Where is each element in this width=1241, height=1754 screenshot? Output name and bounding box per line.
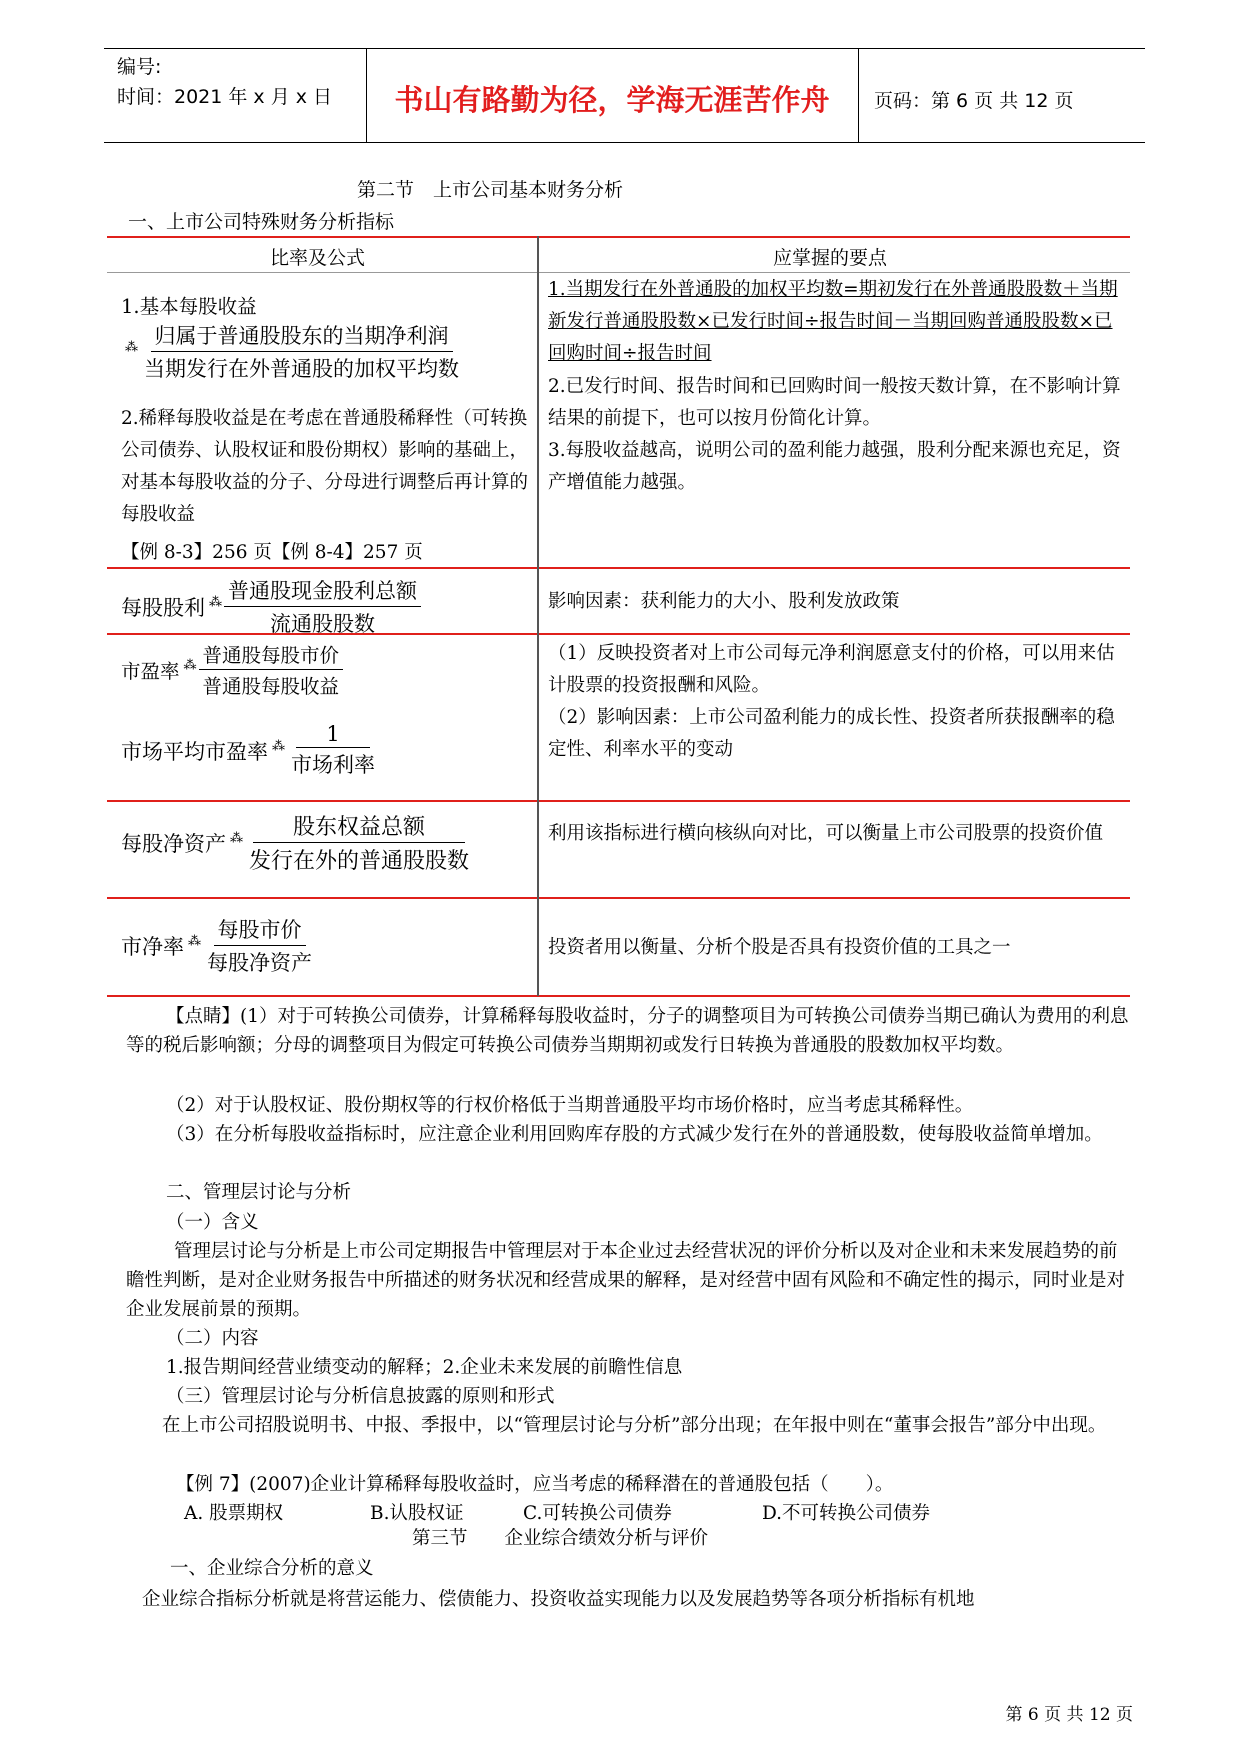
approx-symbol: ⁂ xyxy=(209,595,220,610)
heading-content: （二）内容 xyxy=(166,1328,259,1349)
example-reference: 【例 8-3】256 页【例 8-4】257 页 xyxy=(121,542,423,563)
section3-title: 第三节 企业综合绩效分析与评价 xyxy=(412,1528,709,1549)
formula-numerator: 归属于普通股股东的当期净利润 xyxy=(151,320,453,352)
option-a: A. 股票期权 xyxy=(184,1503,284,1524)
table-rule xyxy=(107,567,1130,569)
heading-meaning: （一）含义 xyxy=(166,1212,259,1233)
header-bottom-rule xyxy=(104,142,1145,143)
market-pe-formula xyxy=(121,722,379,779)
subsection-title: 一、上市公司特殊财务分析指标 xyxy=(128,211,395,233)
header-top-rule xyxy=(104,48,1145,49)
pe-point-1: （1）反映投资者对上市公司每元净利润愿意支付的价格，可以用来估计股票的投资报酬和风险。 xyxy=(548,643,1115,696)
formula-denominator: 当期发行在外普通股的加权平均数 xyxy=(144,357,459,381)
pe-formula xyxy=(121,640,343,699)
bvps-label: 每股净资产 xyxy=(121,831,226,856)
dps-formula xyxy=(121,575,421,638)
eps-point-3: 3.每股收益越高，说明公司的盈利能力越强，股利分配来源也充足，资产增值能力越强。 xyxy=(548,440,1121,493)
bvps-formula xyxy=(121,810,473,875)
footer-page-number: 第 6 页 共 12 页 xyxy=(1005,1705,1133,1725)
basic-eps-formula xyxy=(121,320,463,383)
pb-formula xyxy=(121,914,316,977)
approx-symbol: ⁂ xyxy=(188,934,199,949)
option-d: D.不可转换公司债券 xyxy=(762,1503,931,1524)
formula-numerator: 股东权益总额 xyxy=(253,810,465,843)
formula-numerator: 每股市价 xyxy=(214,914,306,946)
table-rule xyxy=(107,272,1130,273)
table-rule xyxy=(107,236,1130,238)
diluted-eps-text: 2.稀释每股收益是在考虑在普通股稀释性（可转换公司债券、认股权证和股份期权）影响的基础上，对基本每股收益的分子、分母进行调整后再计算的每股收益 xyxy=(121,408,529,525)
note-paragraph: （3）在分析每股收益指标时，应注意企业利用回购库存股的方式减少发行在外的普通股数，使每股收益简单增加。 xyxy=(166,1124,1103,1145)
table-rule xyxy=(107,995,1130,997)
pe-point-2: （2）影响因素：上市公司盈利能力的成长性、投资者所获报酬率的稳定性、利率水平的变动 xyxy=(548,707,1115,760)
approx-symbol: ⁂ xyxy=(183,658,195,673)
table-column-divider xyxy=(537,236,539,996)
formula-denominator: 市场利率 xyxy=(291,753,375,777)
dps-point: 影响因素：获利能力的大小、股利发放政策 xyxy=(548,591,900,612)
approx-symbol: ⁂ xyxy=(272,739,283,754)
serial-label: 编号: xyxy=(117,56,162,78)
eps-point-2: 2.已发行时间、报告时间和已回购时间一般按天数计算，在不影响计算结果的前提下，也可以按月份简化计算。 xyxy=(548,376,1121,429)
formula-denominator: 流通股股数 xyxy=(270,612,375,636)
dps-label: 每股股利 xyxy=(121,595,205,620)
note-paragraph: （2）对于认股权证、股份期权等的行权价格低于当期普通股平均市场价格时，应当考虑其稀释性。 xyxy=(166,1095,974,1116)
last-paragraph: 企业综合指标分析就是将营运能力、偿债能力、投资收益实现能力以及发展趋势等各项分析指标有机地 xyxy=(142,1589,975,1610)
meaning-paragraph: 管理层讨论与分析是上市公司定期报告中管理层对于本企业过去经营状况的评价分析以及对企业和未来发展趋势的前瞻性判断，是对企业财务报告中所描述的财务状况和经营成果的解释，是对经营中固有风险和不确定性的揭示，同时业是对企业发展前景的预期。 xyxy=(126,1241,1126,1320)
table-rule xyxy=(107,800,1130,802)
eps-point-1: 1.当期发行在外普通股的加权平均数=期初发行在外普通股股数＋当期新发行普通股股数×已发行时间÷报告时间－当期回购普通股股数×已回购时间÷报告时间 xyxy=(548,279,1118,364)
heading-principles: （三）管理层讨论与分析信息披露的原则和形式 xyxy=(166,1386,555,1407)
page-label: 页码：第 6 页 共 12 页 xyxy=(874,90,1074,112)
approx-symbol: ⁂ xyxy=(125,340,136,355)
note-paragraph: 【点睛】(1）对于可转换公司债券，计算稀释每股收益时，分子的调整项目为可转换公司债券当期已确认为费用的利息等的税后影响额；分母的调整项目为假定可转换公司债券当期期初或发行日转换为普通股的股数加权平均数。 xyxy=(126,1006,1129,1056)
header-divider xyxy=(858,48,859,142)
section-title: 第二节 上市公司基本财务分析 xyxy=(357,179,624,201)
formula-denominator: 普通股每股收益 xyxy=(202,675,340,698)
formula-numerator: 普通股每股市价 xyxy=(199,640,344,670)
pb-point: 投资者用以衡量、分析个股是否具有投资价值的工具之一 xyxy=(548,937,1011,958)
heading-comprehensive: 一、企业综合分析的意义 xyxy=(170,1558,374,1579)
pb-label: 市净率 xyxy=(121,934,184,959)
formula-denominator: 发行在外的普通股股数 xyxy=(249,849,470,874)
approx-symbol: ⁂ xyxy=(230,831,241,846)
formula-numerator: 普通股现金股利总额 xyxy=(224,575,421,607)
bvps-point: 利用该指标进行横向核纵向对比，可以衡量上市公司股票的投资价值 xyxy=(548,823,1104,844)
formula-denominator: 每股净资产 xyxy=(207,951,312,975)
column-header: 应掌握的要点 xyxy=(773,247,888,269)
heading-mda: 二、管理层讨论与分析 xyxy=(166,1182,352,1203)
example-question: 【例 7】(2007)企业计算稀释每股收益时，应当考虑的稀释潜在的普通股包括（ ）。 xyxy=(176,1474,894,1495)
formula-numerator: 1 xyxy=(296,722,369,748)
table-rule xyxy=(107,897,1130,899)
pe-label: 市盈率 xyxy=(121,659,180,683)
option-b: B.认股权证 xyxy=(370,1503,464,1524)
column-header: 比率及公式 xyxy=(270,247,366,269)
basic-eps-label: 1.基本每股收益 xyxy=(121,295,257,318)
content-paragraph: 1.报告期间经营业绩变动的解释；2.企业未来发展的前瞻性信息 xyxy=(166,1357,683,1378)
form-paragraph: 在上市公司招股说明书、中报、季报中，以“管理层讨论与分析”部分出现；在年报中则在“董事会报告”部分中出现。 xyxy=(162,1415,1107,1436)
market-pe-label: 市场平均市盈率 xyxy=(121,739,268,764)
option-c: C.可转换公司债券 xyxy=(523,1503,672,1524)
header-motto: 书山有路勤为径，学海无涯苦作舟 xyxy=(394,83,830,117)
time-label: 时间：2021 年 x 月 x 日 xyxy=(117,86,333,108)
